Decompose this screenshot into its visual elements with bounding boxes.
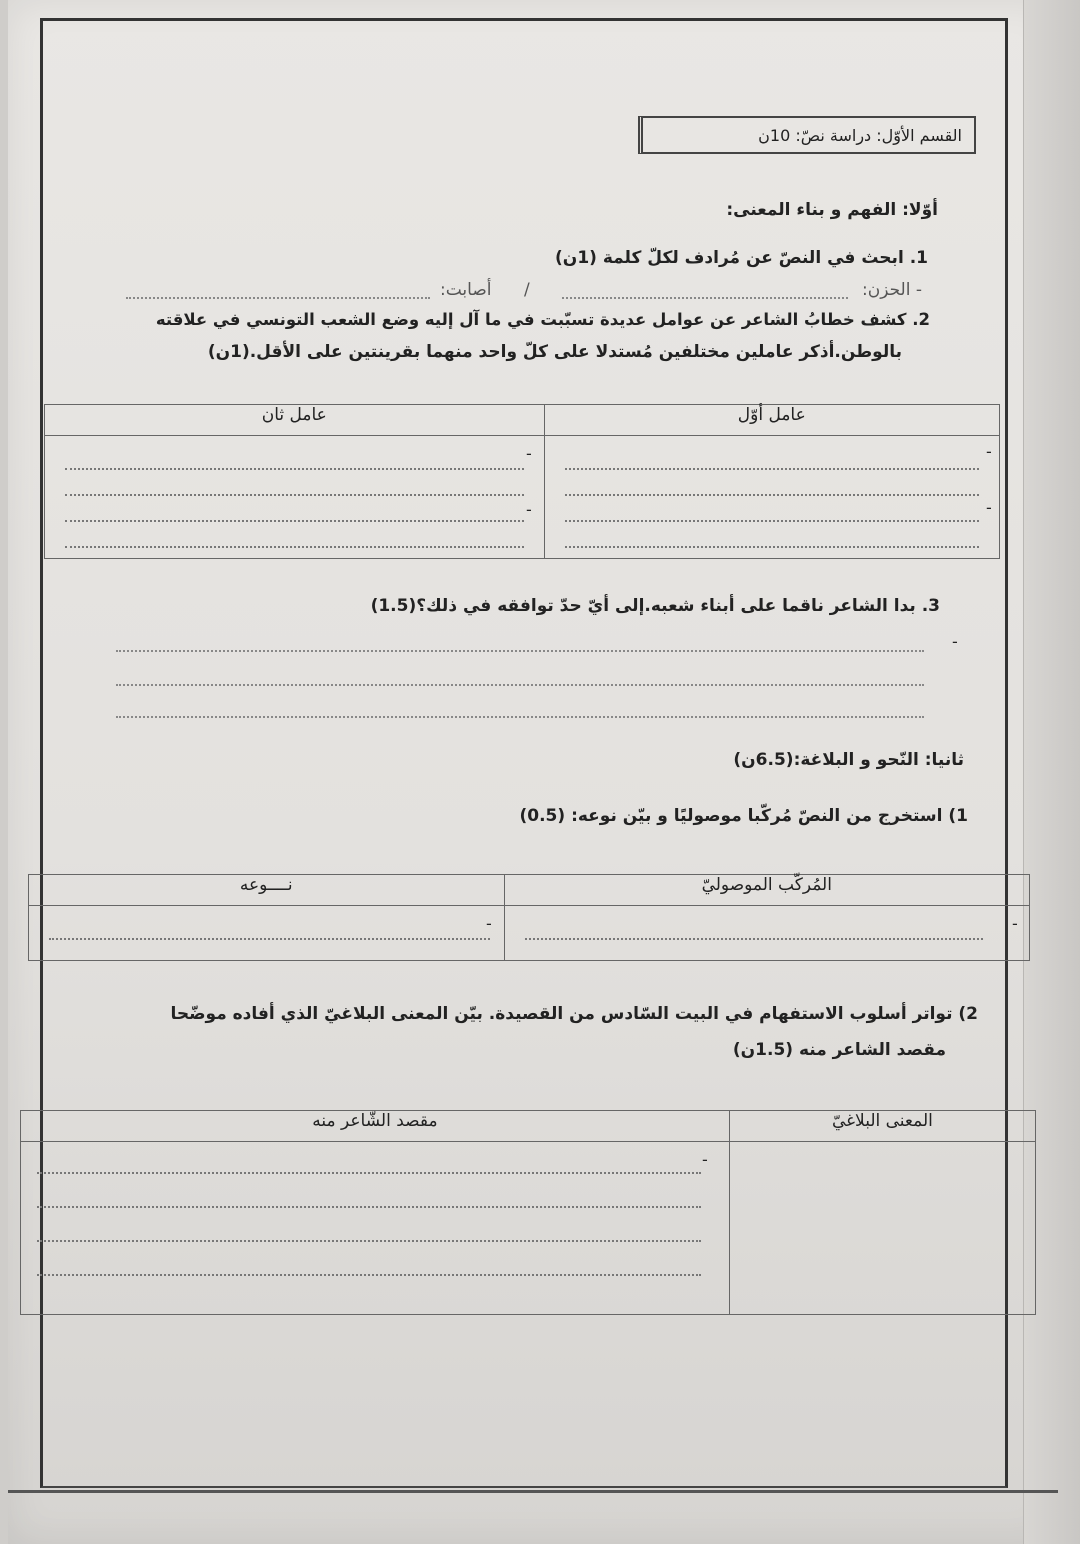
q2-line1: 2. كشف خطابُ الشاعر عن عوامل عديدة تسبّبت في ما آل إليه وضع الشعب التونسي في علاقته xyxy=(155,310,930,329)
q1-separator: / xyxy=(524,280,530,300)
dash-marker: - xyxy=(952,632,958,651)
factors-header-first: عامل أوّل xyxy=(544,405,999,436)
rhetoric-table xyxy=(20,1110,1036,1315)
q3-text: 3. بدا الشاعر ناقما على أبناء شعبه.إلى أيّ حدّ توافقه في ذلك؟(1.5) xyxy=(370,596,940,616)
relative-clause-header: المُركّب الموصوليّ xyxy=(504,875,1029,906)
q3-answer-line[interactable] xyxy=(116,716,924,718)
q1-answer-line-1[interactable] xyxy=(562,297,848,299)
relative-clause-table xyxy=(28,874,1030,961)
relative-clause-type-header: نــــوعه xyxy=(29,875,505,906)
dash-marker: - xyxy=(486,914,492,933)
factors-header-second: عامل ثان xyxy=(45,405,545,436)
factor-second-cell[interactable] xyxy=(45,436,545,559)
p2-q2-line1: 2) تواتر أسلوب الاستفهام في البيت السّادس من القصيدة. بيّن المعنى البلاغيّ الذي أفاده موضّحا xyxy=(170,1004,978,1024)
part2-heading: ثانيا: النّحو و البلاغة:(6.5ن) xyxy=(733,750,964,770)
relative-clause-cell[interactable] xyxy=(504,906,1029,961)
section-title-box xyxy=(638,116,976,154)
poet-intent-header: مقصد الشّاعر منه xyxy=(21,1111,730,1142)
rhetoric-meaning-cell[interactable] xyxy=(729,1142,1035,1315)
rhetoric-meaning-header: المعنى البلاغيّ xyxy=(729,1111,1035,1142)
q1-word2: أصابت: xyxy=(440,280,492,300)
q3-answer-line[interactable] xyxy=(116,650,924,652)
q1-word1: - الحزن: xyxy=(861,280,922,300)
q3-answer-line[interactable] xyxy=(116,684,924,686)
dash-marker: - xyxy=(1012,914,1018,933)
p2-q2-line2: مقصد الشاعر منه (1.5ن) xyxy=(732,1040,946,1060)
part1-heading: أوّلا: الفهم و بناء المعنى: xyxy=(726,200,938,220)
q1-text: 1. ابحث في النصّ عن مُرادف لكلّ كلمة (1ن) xyxy=(555,248,928,268)
dash-marker: - xyxy=(526,500,532,519)
factors-table xyxy=(44,404,1000,559)
p2-q1-text: 1) استخرج من النصّ مُركّبا موصوليًا و بيّن نوعه: (0.5) xyxy=(519,806,968,826)
dash-marker: - xyxy=(986,442,992,461)
dash-marker: - xyxy=(986,498,992,517)
bottom-rule xyxy=(8,1490,1058,1493)
q2-line2: بالوطن.أذكر عاملين مختلفين مُستدلا على كلّ واحد منهما بقرينتين على الأقل.(1ن) xyxy=(207,342,902,362)
relative-clause-type-cell[interactable] xyxy=(29,906,505,961)
factor-first-cell[interactable] xyxy=(544,436,999,559)
poet-intent-cell[interactable] xyxy=(21,1142,730,1315)
q1-answer-line-2[interactable] xyxy=(126,297,430,299)
dash-marker: - xyxy=(526,444,532,463)
dash-marker: - xyxy=(702,1150,708,1169)
section-title: القسم الأوّل: دراسة نصّ: 10ن xyxy=(758,125,962,145)
